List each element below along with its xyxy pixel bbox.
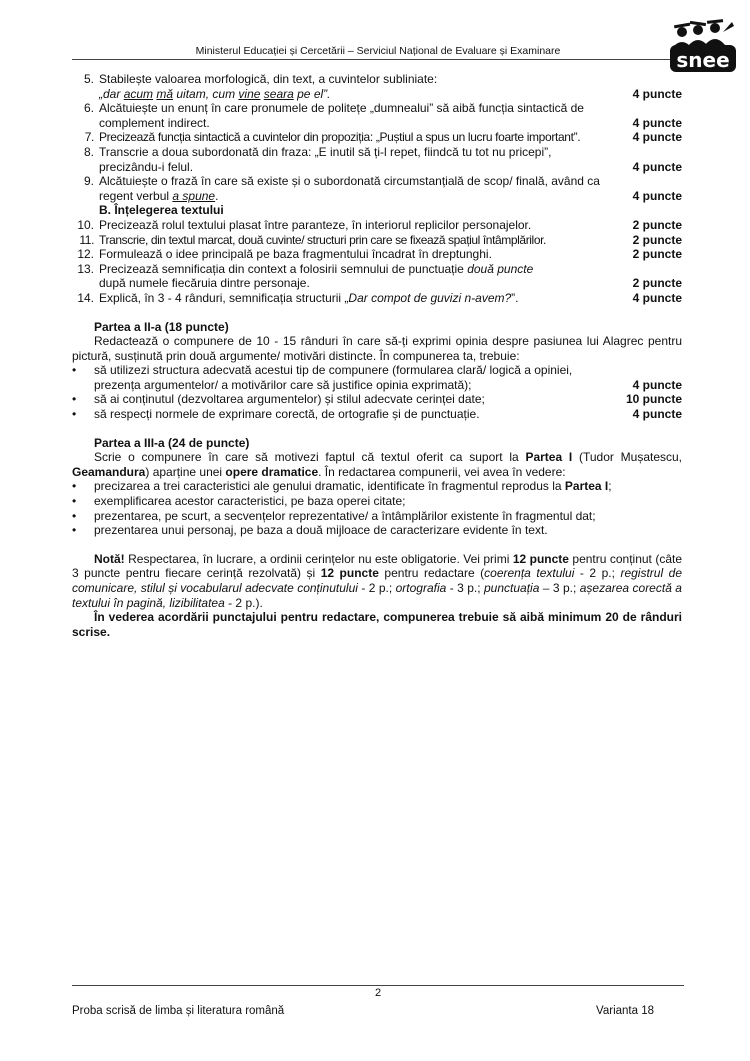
part-3-bullet: • prezentarea unui personaj, pe baza a două mijloace de caracterizare evidente în text. [72,523,682,538]
question-6: 6. Alcătuiește un enunț în care pronumele de politețe „dumnealui” să aibă funcția sintactică de complement indirect. 4 puncte [83,101,682,130]
part-3 [72,436,682,538]
snee-logo [668,18,740,74]
question-12: 12. Formulează o idee principală pe baza fragmentului încadrat în dreptunghi. 2 puncte [77,247,682,262]
part-3-bullet: • exemplificarea acestor caracteristici, pe baza operei citate; [72,494,682,509]
question-10: 10. Precizează rolul textului plasat între paranteze, în interiorul replicilor personajelor. 2 puncte [77,217,682,232]
page-number: 2 [374,987,382,999]
question-13: 13. Precizează semnificația din context a folosirii semnului de punctuație două puncte după numele fiecăruia dintre personaje. 2 puncte [77,261,682,291]
part-3-bullet: • prezentarea, pe scurt, a secvențelor reprezentative/ a întâmplărilor existente în fragmentul dat; [72,509,682,524]
logo-text: snee [676,48,730,72]
points-label: 2 puncte [632,232,682,247]
part-2-bullet: • să utilizezi structura adecvată acestui tip de compunere (formularea clară/ logică a opiniei, prezența argumentelor/ a motivărilor care să justifice opinia exprimată); 4 puncte [72,363,682,392]
grading-note-final: În vederea acordării punctajului pentru redactare, compunerea trebuie să aibă minimum 20 de rânduri scrise. [72,610,682,639]
part-2-bullet: • să respecți normele de exprimare corectă, de ortografie și de punctuație. 4 puncte [72,407,682,422]
exam-content [72,72,682,639]
footer-divider [72,985,684,986]
question-11: 11. Transcrie, din textul marcat, două cuvinte/ structuri prin care se fixează spațiul întâmplărilor. 2 puncte [79,232,682,247]
header-title: Ministerul Educației și Cercetării – Serviciul Național de Evaluare și Examinare [195,45,561,57]
question-14: 14. Explică, în 3 - 4 rânduri, semnificația structurii „Dar compot de guvizi n-avem?”. 4 puncte [77,290,682,305]
part-3-intro: Scrie o compunere în care să motivezi faptul că textul oferit ca suport la Partea I (Tudor Mușatescu, Geamandura) aparține unei opere dramatice. În redactarea compunerii, vei avea în vedere: [72,450,683,479]
part-2-title: Partea a II-a (18 puncte) [94,319,229,334]
points-label: 2 puncte [632,247,682,262]
points-label: 4 puncte [632,115,682,130]
points-label: 4 puncte [632,290,682,305]
points-label: 2 puncte [632,217,682,232]
points-label: 2 puncte [632,276,682,291]
footer-exam-title: Proba scrisă de limba și literatura română [72,1005,285,1017]
points-label: 4 puncte [632,130,682,145]
question-8: 8. Transcrie a doua subordonată din fraza: „E inutil să ți-l repet, fiindcă tu tot nu pricepi”, precizându-i felul. 4 puncte [83,144,682,174]
part-3-title: Partea a III-a (24 de puncte) [94,435,250,450]
part-2 [72,320,682,422]
part-3-bullet: • precizarea a trei caracteristici ale genului dramatic, identificate în fragmentul reprodus la Partea I; [72,479,682,494]
points-label: 10 puncte [625,392,682,407]
part-2-bullet: • să ai conținutul (dezvoltarea argumentelor) și stilul adecvate cerinței date; 10 puncte [72,392,682,407]
footer-variant: Varianta 18 [596,1005,654,1017]
part-2-intro: Redactează o compunere de 10 - 15 rânduri în care să-ți exprimi opinia despre pasiunea lui Alagrec pentru pictură, susținută prin două argumente/ motivări distincte. În compunerea ta, trebuie: [72,334,682,363]
header-divider [72,59,684,60]
question-5-quote: „dar acum mă uitam, cum vine seara pe el”. 4 puncte [99,86,682,101]
points-label: 4 puncte [632,377,682,392]
points-label: 4 puncte [632,159,682,174]
question-7: 7. Precizează funcția sintactică a cuvintelor din propoziția: „Puștiul a spus un lucru foarte important”. 4 puncte [84,130,682,145]
points-label: 4 puncte [632,407,682,422]
grading-note: Notă! Respectarea, în lucrare, a ordinii cerințelor nu este obligatorie. Vei primi 12 puncte pentru conținut (câte 3 puncte pentru fiecare cerință rezolvată) și 12 puncte pentru redactare (coerența textului - 2 p.; registrul de comunicare, stilul și vocabularul adecvate conținutului - 2 p.; ortografia - 3 p.; punctuația – 3 p.; așezarea corectă a textului în pagină, lizibilitatea - 2 p.). [72,551,683,610]
question-5: 5. Stabilește valoarea morfologică, din text, a cuvintelor subliniate: [83,72,438,86]
section-b-title: B. Înțelegerea textului [99,203,224,218]
question-9: 9. Alcătuiește o frază în care să existe și o subordonată circumstanțială de scop/ finală, având ca regent verbul a spune. 4 puncte [83,174,682,203]
points-label: 4 puncte [632,86,682,101]
points-label: 4 puncte [632,188,682,203]
